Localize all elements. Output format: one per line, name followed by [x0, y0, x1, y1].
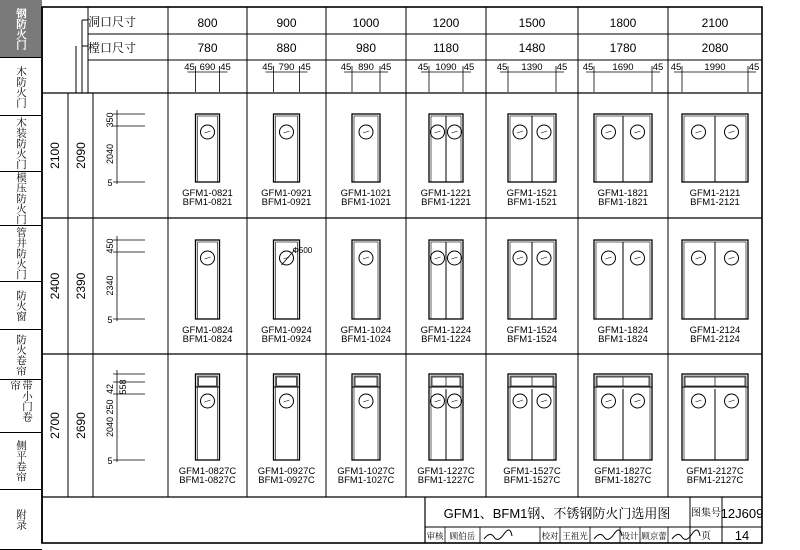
sidebar-item-label: 侧平卷帘: [15, 440, 27, 482]
sidebar-item-label: 木防火门: [15, 65, 27, 108]
column-frame-size: 1480: [518, 41, 546, 55]
row-opening-size: 2100: [48, 142, 62, 169]
dim-value: 45: [262, 62, 273, 73]
door-code-bfm: BFM1-0821: [182, 197, 233, 208]
atlas-number: 12J609: [720, 506, 764, 521]
check-label: 校对: [541, 531, 559, 541]
dim-value: 690: [199, 62, 216, 73]
opening-size-label: 洞口尺寸: [87, 15, 137, 29]
sidebar-item-label: 带小门卷帘: [9, 380, 33, 422]
door-code-gfm: GFM1-0927C: [257, 466, 316, 477]
door-code-bfm: BFM1-2127C: [686, 475, 744, 486]
door-code-gfm: GFM1-0827C: [178, 466, 237, 477]
dim-value: 250: [105, 399, 115, 415]
door-code-gfm: GFM1-0821: [182, 188, 233, 199]
column-frame-size: 780: [197, 41, 218, 55]
door-code-gfm: GFM1-1224: [420, 325, 472, 336]
sidebar-item-label: 附录: [15, 509, 27, 530]
door-code-gfm: GFM1-0924: [261, 325, 312, 336]
door-code-gfm: GFM1-2124: [689, 325, 741, 336]
door-code-gfm: GFM1-1521: [506, 188, 558, 199]
dim-value: 45: [670, 62, 682, 73]
sidebar-item-label: 模压防火门: [15, 172, 27, 225]
door-elevation: [196, 240, 220, 319]
door-code-bfm: BFM1-0824: [182, 334, 233, 345]
sidebar-item-label: 防火窗: [15, 289, 27, 322]
door-elevation: [274, 114, 300, 182]
dim-value: 45: [220, 62, 231, 73]
column-frame-size: 2080: [701, 41, 729, 55]
door-elevation: [352, 374, 380, 460]
page-label: 页: [701, 531, 711, 542]
sidebar-item-label: 钢防火门: [15, 7, 27, 50]
door-code-bfm: BFM1-1221: [421, 197, 471, 208]
column-opening-size: 1800: [609, 16, 637, 30]
design-label: 设计: [621, 531, 639, 541]
door-code-gfm: GFM1-1027C: [337, 466, 395, 477]
checker-name: 王祖光: [562, 531, 588, 541]
reviewer-name: 顾伯岳: [449, 531, 476, 541]
door-code-gfm: GFM1-1221: [420, 188, 472, 199]
dim-value: 558: [118, 379, 128, 395]
column-frame-size: 1180: [433, 41, 459, 55]
row-opening-size: 2400: [48, 272, 62, 300]
door-elevation: [594, 374, 652, 460]
reviewer-signature: [484, 530, 512, 539]
dim-value: 45: [556, 62, 568, 73]
door-code-gfm: GFM1-1827C: [594, 466, 652, 477]
door-elevation: [352, 114, 380, 182]
dim-value: 790: [278, 62, 295, 73]
designer-name: 顾京蕾: [641, 531, 667, 541]
dim-value: 1990: [704, 62, 726, 73]
door-code-bfm: BFM1-1027C: [337, 475, 395, 486]
door-code-bfm: BFM1-0927C: [258, 475, 315, 486]
door-code-gfm: GFM1-0921: [261, 188, 312, 199]
review-label: 审核: [426, 531, 444, 541]
door-elevation: [196, 114, 220, 182]
column-opening-size: 1200: [432, 16, 460, 30]
door-frame: [352, 114, 380, 182]
column-opening-size: 1000: [352, 16, 380, 30]
door-elevation: [429, 240, 463, 319]
sidebar-item-label: 木装防火门: [15, 117, 27, 170]
row-frame-size: 2390: [74, 272, 88, 300]
dim-value: 890: [358, 62, 374, 73]
drawing-title: GFM1、BFM1钢、不锈钢防火门选用图: [443, 506, 671, 521]
door-elevation: [508, 114, 556, 182]
dim-value: 1690: [612, 62, 634, 73]
column-opening-size: 800: [197, 16, 218, 30]
door-frame: [196, 240, 220, 319]
dim-value: 2340: [105, 275, 115, 296]
dim-value: 2040: [105, 416, 115, 438]
column-opening-size: 2100: [701, 16, 729, 30]
door-frame: [352, 240, 380, 319]
door-elevation: [274, 374, 300, 460]
dim-value: 5: [107, 315, 113, 325]
dim-value: 5: [107, 178, 113, 188]
dim-value: 45: [582, 62, 594, 73]
door-code-gfm: GFM1-2121: [689, 188, 741, 199]
door-code-gfm: GFM1-1821: [597, 188, 649, 199]
door-elevation: [594, 114, 652, 182]
row-frame-size: 2090: [74, 142, 88, 169]
door-code-bfm: BFM1-2121: [690, 197, 740, 208]
column-opening-size: 1500: [518, 16, 546, 30]
door-code-gfm: GFM1-1527C: [503, 466, 561, 477]
door-elevation: [429, 114, 463, 182]
door-code-gfm: GFM1-1021: [340, 188, 392, 199]
door-code-bfm: BFM1-1827C: [594, 475, 652, 486]
page-number: 14: [734, 528, 750, 543]
door-code-gfm: GFM1-0824: [182, 325, 233, 336]
dim-value: 350: [105, 112, 115, 128]
door-code-bfm: BFM1-1824: [598, 334, 648, 345]
door-code-bfm: BFM1-1821: [598, 197, 648, 208]
dim-value: 45: [463, 62, 475, 73]
dim-value: 45: [340, 62, 352, 73]
door-code-bfm: BFM1-1224: [421, 334, 471, 345]
dim-value: 450: [105, 238, 115, 254]
sidebar-item-label: 管井防火门: [15, 227, 27, 280]
sidebar-item-label: 防火卷帘: [15, 333, 27, 376]
door-code-bfm: BFM1-1024: [341, 334, 391, 345]
door-elevation: [682, 240, 748, 319]
dim-value: 45: [184, 62, 195, 73]
dim-value: 5: [107, 456, 113, 466]
door-code-bfm: BFM1-0921: [261, 197, 312, 208]
dim-value: 45: [380, 62, 392, 73]
door-elevation: [682, 114, 748, 182]
door-code-bfm: BFM1-1521: [507, 197, 557, 208]
door-code-gfm: GFM1-1024: [340, 325, 392, 336]
door-code-bfm: BFM1-0827C: [179, 475, 236, 486]
door-elevation: [196, 374, 220, 460]
designer-signature: [672, 530, 700, 539]
dim-value: 45: [300, 62, 311, 73]
door-elevation: [508, 240, 556, 319]
door-code-bfm: BFM1-1021: [341, 197, 391, 208]
dim-value: 42: [105, 383, 115, 395]
column-frame-size: 980: [355, 41, 377, 55]
atlas-label: 图集号: [691, 508, 721, 519]
dim-value: 45: [417, 62, 429, 73]
door-elevation: [429, 374, 463, 460]
door-code-bfm: BFM1-1227C: [417, 475, 475, 486]
sheet-border: [42, 7, 762, 543]
door-code-gfm: GFM1-1227C: [417, 466, 475, 477]
dim-value: 1390: [521, 62, 543, 73]
row-frame-size: 2690: [74, 412, 88, 439]
door-elevation: [352, 240, 380, 319]
door-code-gfm: GFM1-2127C: [686, 466, 744, 477]
door-elevation: [682, 374, 748, 460]
door-elevation: [594, 240, 652, 319]
dim-value: 45: [496, 62, 508, 73]
column-frame-size: 880: [276, 41, 297, 55]
frame-size-label: 樘口尺寸: [87, 41, 137, 55]
checker-signature: [594, 530, 622, 539]
dim-value: 45: [652, 62, 664, 73]
door-code-bfm: BFM1-1524: [507, 334, 557, 345]
column-frame-size: 1780: [609, 41, 637, 55]
row-opening-size: 2700: [48, 412, 62, 439]
door-code-bfm: BFM1-1527C: [503, 475, 561, 486]
window-diameter-note: Φ500: [292, 246, 313, 255]
door-frame: [196, 114, 220, 182]
door-frame: [274, 114, 300, 182]
door-code-gfm: GFM1-1524: [506, 325, 558, 336]
dim-value: 45: [748, 62, 760, 73]
door-code-gfm: GFM1-1824: [597, 325, 649, 336]
column-opening-size: 900: [276, 16, 297, 30]
door-code-bfm: BFM1-2124: [690, 334, 740, 345]
dim-value: 1090: [435, 62, 457, 73]
door-code-bfm: BFM1-0924: [261, 334, 312, 345]
door-elevation: [508, 374, 556, 460]
dim-value: 2040: [105, 143, 115, 165]
